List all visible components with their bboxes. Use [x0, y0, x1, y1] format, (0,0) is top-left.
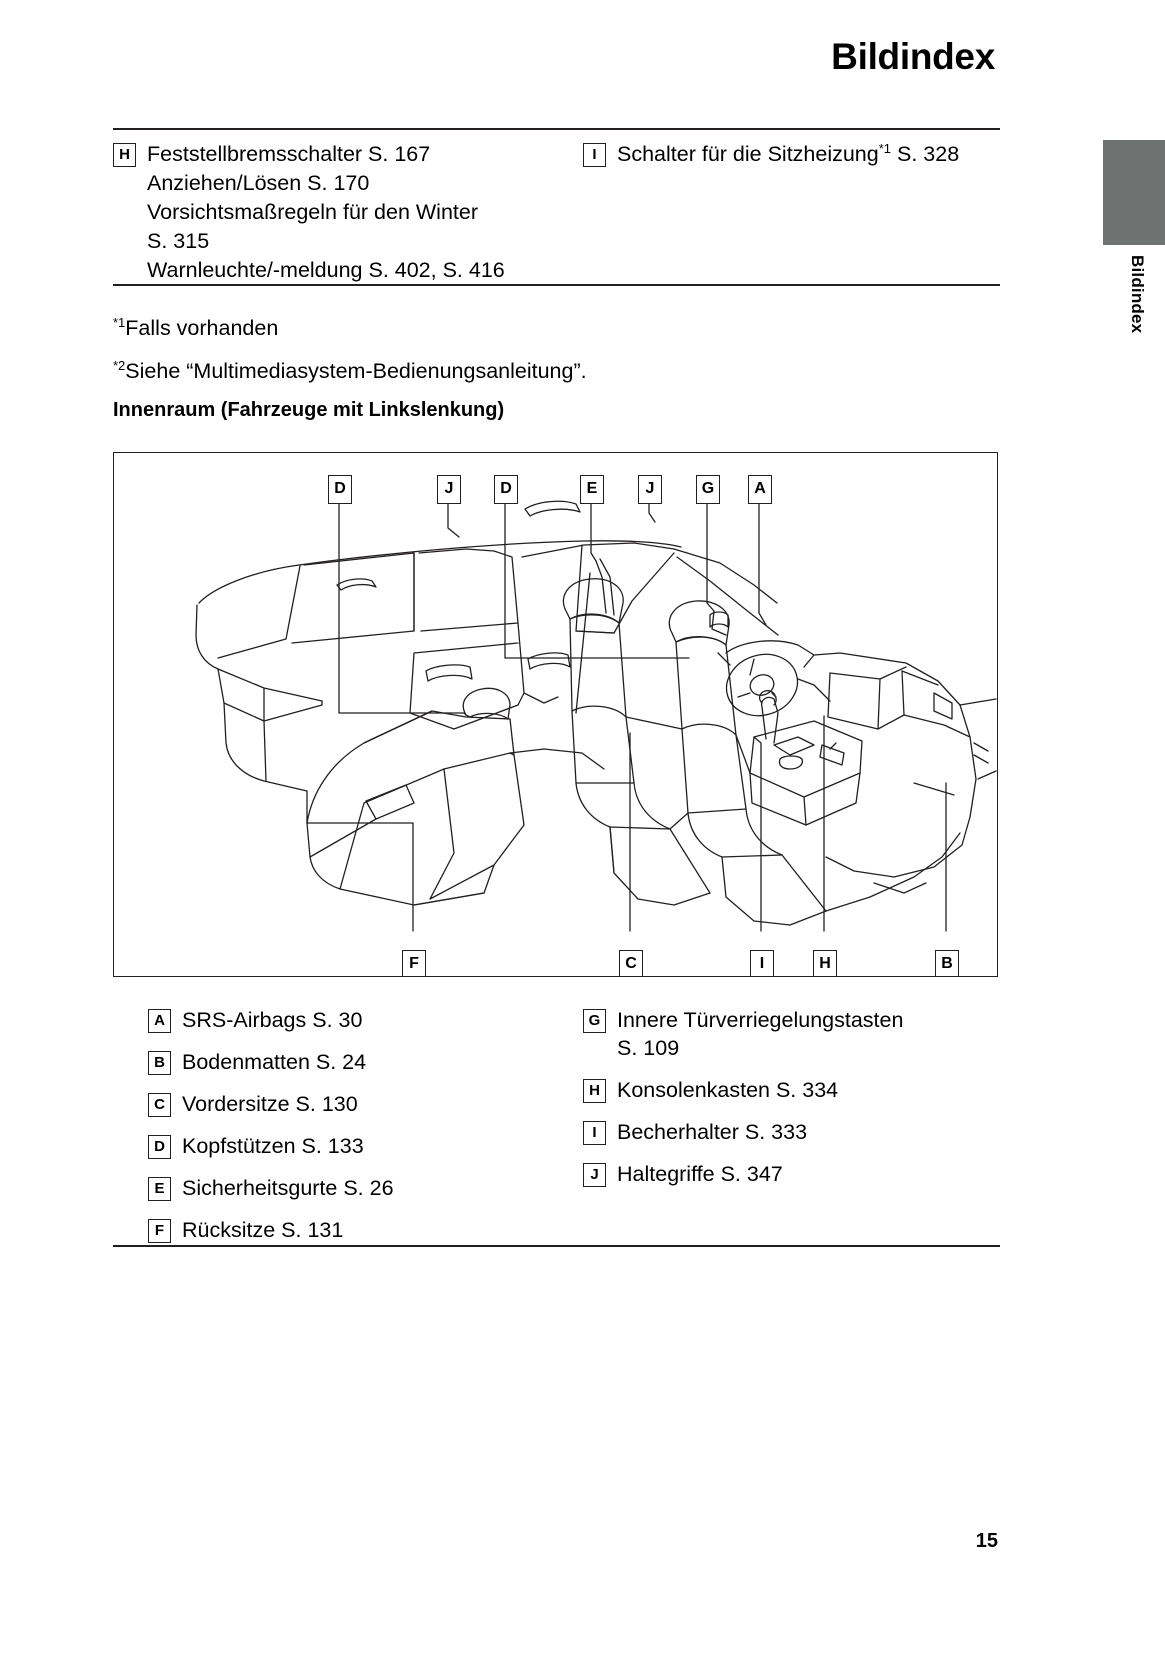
- interior-illustration: [114, 453, 997, 976]
- side-tab-label: Bildindex: [1128, 255, 1147, 334]
- top-entry-h-line-1: Feststellbremsschalter S. 167: [147, 142, 431, 166]
- legend-label-f: [182, 1216, 343, 1244]
- legend-item-c: [148, 1090, 578, 1118]
- legend-label-b: [182, 1048, 366, 1076]
- legend-label-d: [182, 1132, 364, 1160]
- legend-marker-c: C: [148, 1093, 171, 1117]
- marker-badge-i: I: [583, 143, 606, 167]
- legend-label-b-line-1: Bodenmatten S. 24: [182, 1050, 367, 1074]
- top-entry-i-label: Schalter für die Sitzheizung: [617, 142, 879, 166]
- footnote-1-text: Falls vorhanden: [125, 316, 279, 340]
- legend-item-f: [148, 1216, 578, 1244]
- legend-label-i-line-1: Becherhalter S. 333: [617, 1120, 808, 1144]
- top-entry-h-text: [147, 140, 505, 285]
- top-entry-i-page: S. 328: [891, 142, 960, 166]
- footnote-1-ref: *1: [113, 314, 126, 330]
- page-number: 15: [975, 1530, 998, 1552]
- footnote-ref-1-inline: *1: [878, 140, 892, 156]
- legend-label-f-line-1: Rücksitze S. 131: [182, 1218, 344, 1242]
- top-entry-h: [113, 140, 583, 285]
- legend-column-right: [583, 1006, 1000, 1202]
- section-heading: Innenraum (Fahrzeuge mit Linkslenkung): [113, 399, 505, 421]
- legend-label-c-line-1: Vordersitze S. 130: [182, 1092, 358, 1116]
- top-entry-h-line-4: S. 315: [147, 229, 210, 253]
- callout-top-2: J: [437, 475, 461, 504]
- marker-badge-h: H: [113, 143, 136, 167]
- callout-top-5: J: [638, 475, 662, 504]
- legend-label-a: [182, 1006, 362, 1034]
- legend-item-d: [148, 1132, 578, 1160]
- top-entry-i: [583, 140, 1000, 169]
- callout-top-3: D: [494, 475, 518, 504]
- legend-marker-i: I: [583, 1121, 606, 1145]
- legend-marker-j: J: [583, 1163, 606, 1187]
- divider-bottom: [113, 1245, 1000, 1247]
- legend-label-a-line-1: SRS-Airbags S. 30: [182, 1008, 363, 1032]
- legend-label-j-line-1: Haltegriffe S. 347: [617, 1162, 783, 1186]
- legend-label-d-line-1: Kopfstützen S. 133: [182, 1134, 364, 1158]
- legend-item-i: [583, 1118, 1000, 1146]
- callout-bottom-4: H: [813, 950, 837, 977]
- legend-item-h: [583, 1076, 1000, 1104]
- legend-marker-h: H: [583, 1079, 606, 1103]
- legend-marker-g: G: [583, 1009, 606, 1033]
- divider-top: [113, 128, 1000, 130]
- top-entry-i-text: [617, 140, 959, 169]
- callout-top-4: E: [580, 475, 604, 504]
- legend-label-h: [617, 1076, 838, 1104]
- interior-diagram: [113, 452, 998, 977]
- footnote-2-text: Siehe “Multimediasystem-Bedienungsanleitung”.: [125, 359, 587, 383]
- legend-label-e: [182, 1174, 394, 1202]
- top-entry-h-line-3: Vorsichtsmaßregeln für den Winter: [147, 200, 478, 224]
- legend-item-j: [583, 1160, 1000, 1188]
- footnote-1: [113, 314, 279, 340]
- footnote-2: [113, 357, 587, 383]
- callout-bottom-5: B: [935, 950, 959, 977]
- callout-top-6: G: [696, 475, 720, 504]
- top-entry-h-line-2: Anziehen/Lösen S. 170: [147, 171, 370, 195]
- legend-item-e: [148, 1174, 578, 1202]
- legend-label-i: [617, 1118, 807, 1146]
- top-entry-h-line-5: Warnleuchte/-meldung S. 402, S. 416: [147, 258, 505, 282]
- legend-label-g-line-1: Innere Türverriegelungstasten: [617, 1008, 904, 1032]
- legend-marker-a: A: [148, 1009, 171, 1033]
- legend-label-e-line-1: Sicherheitsgurte S. 26: [182, 1176, 394, 1200]
- legend-label-h-line-1: Konsolenkasten S. 334: [617, 1078, 839, 1102]
- callout-top-7: A: [748, 475, 772, 504]
- legend-label-j: [617, 1160, 783, 1188]
- page-title: Bildindex: [831, 36, 995, 77]
- legend-label-g: [617, 1006, 903, 1062]
- callout-top-1: D: [328, 475, 352, 504]
- legend-label-g-line-2: S. 109: [617, 1036, 680, 1060]
- callout-bottom-1: F: [402, 950, 426, 977]
- legend-marker-e: E: [148, 1177, 171, 1201]
- top-entry-i-line-1: [617, 140, 959, 169]
- legend-label-c: [182, 1090, 358, 1118]
- legend-marker-b: B: [148, 1051, 171, 1075]
- side-tab-block: [1103, 140, 1165, 245]
- legend-marker-d: D: [148, 1135, 171, 1159]
- legend-item-b: [148, 1048, 578, 1076]
- callout-bottom-3: I: [750, 950, 774, 977]
- footnote-2-ref: *2: [113, 357, 126, 373]
- legend-column-left: [148, 1006, 578, 1258]
- callout-bottom-2: C: [619, 950, 643, 977]
- legend-marker-f: F: [148, 1219, 171, 1243]
- legend-item-g: [583, 1006, 1000, 1062]
- legend-item-a: [148, 1006, 578, 1034]
